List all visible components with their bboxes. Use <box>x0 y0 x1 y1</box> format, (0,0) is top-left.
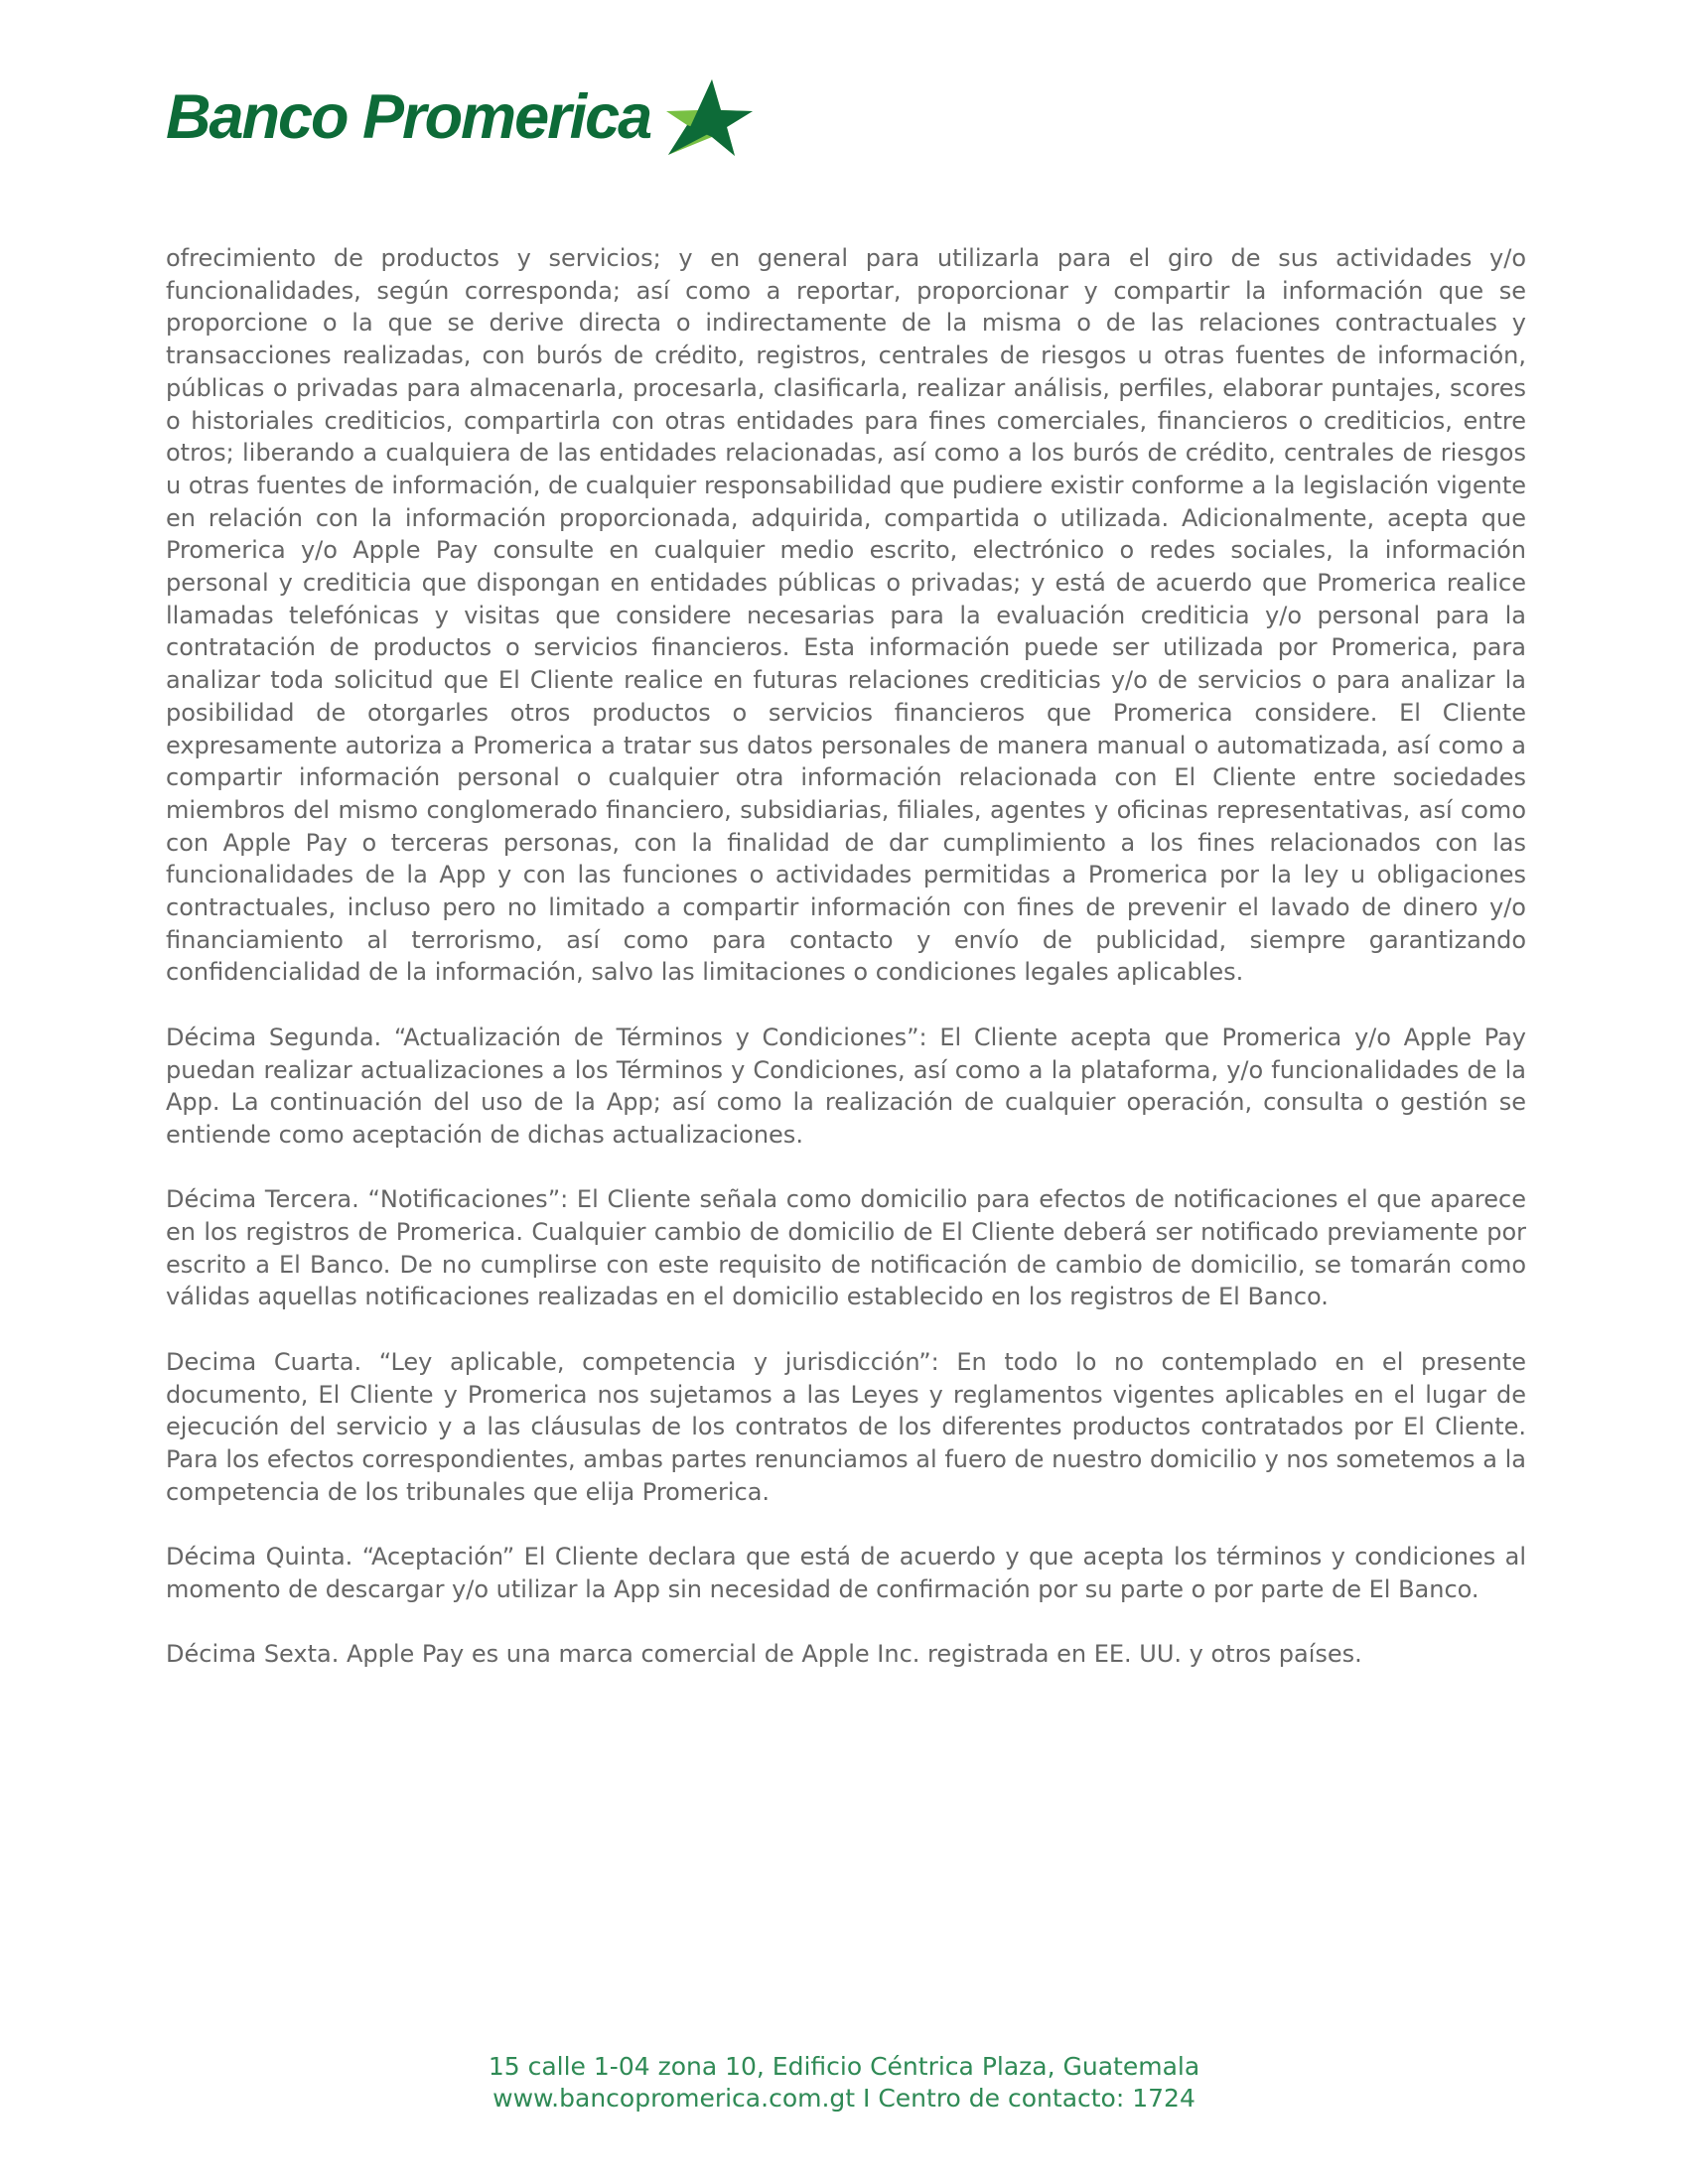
paragraph-decima-segunda: Décima Segunda. “Actualización de Términos y Condiciones”: El Cliente acepta que Promerica y/o Apple Pay puedan realizar actualizaciones a los Términos y Condiciones, así como a la plataforma, y/o funcionalidades de la App. La continuación del uso de la App; así como la realización de cualquier operación, consulta o gestión se entiende como aceptación de dichas actualizaciones. <box>166 1023 1526 1149</box>
paragraph-decima-quinta: Décima Quinta. “Aceptación” El Cliente declara que está de acuerdo y que acepta los términos y condiciones al momento de descargar y/o utilizar la App sin necesidad de confirmación por su parte o por parte de El Banco. <box>166 1543 1526 1603</box>
star-logo-icon <box>660 77 754 157</box>
footer-contact: www.bancopromerica.com.gt I Centro de contacto: 1724 <box>492 2084 1196 2113</box>
terms-body <box>166 242 1526 1671</box>
paragraph-continuation: ofrecimiento de productos y servicios; y en general para utilizarla para el giro de sus actividades y/o funcionalidades, según corresponda; así como a reportar, proporcionar y compartir la información que se proporcione o la que se derive directa o indirectamente de la misma o de las relaciones contractuales y transacciones realizadas, con burós de crédito, registros, centrales de riesgos u otras fuentes de información, públicas o privadas para almacenarla, procesarla, clasificarla, realizar análisis, perfiles, elaborar puntajes, scores o historiales crediticios, compartirla con otras entidades para fines comerciales, financieros o crediticios, entre otros; liberando a cualquiera de las entidades relacionadas, así como a los burós de crédito, centrales de riesgos u otras fuentes de información, de cualquier responsabilidad que pudiere existir conforme a la legislación vigente en relación con la información proporcionada, adquirida, compartida o utilizada. Adicionalmente, acepta que Promerica y/o Apple Pay consulte en cualquier medio escrito, electrónico o redes sociales, la información personal y crediticia que dispongan en entidades públicas o privadas; y está de acuerdo que Promerica realice llamadas telefónicas y visitas que considere necesarias para la evaluación crediticia y/o personal para la contratación de productos o servicios financieros. Esta información puede ser utilizada por Promerica, para analizar toda solicitud que El Cliente realice en futuras relaciones crediticias y/o de servicios o para analizar la posibilidad de otorgarles otros productos o servicios financieros que Promerica considere. El Cliente expresamente autoriza a Promerica a tratar sus datos personales de manera manual o automatizada, así como a compartir información personal o cualquier otra información relacionada con El Cliente entre sociedades miembros del mismo conglomerado financiero, subsidiarias, filiales, agentes y oficinas representativas, así como con Apple Pay o terceras personas, con la finalidad de dar cumplimiento a los fines relacionados con las funcionalidades de la App y con las funciones o actividades permitidas a Promerica por la ley u obligaciones contractuales, incluso pero no limitado a compartir información con fines de prevenir el lavado de dinero y/o financiamiento al terrorismo, así como para contacto y envío de publicidad, siempre garantizando confidencialidad de la información, salvo las limitaciones o condiciones legales aplicables. <box>166 244 1526 987</box>
footer-address: 15 calle 1-04 zona 10, Edificio Céntrica Plaza, Guatemala <box>488 2052 1200 2081</box>
paragraph-decima-cuarta: Decima Cuarta. “Ley aplicable, competencia y jurisdicción”: En todo lo no contemplado en el presente documento, El Cliente y Promerica nos sujetamos a las Leyes y reglamentos vigentes aplicables en el lugar de ejecución del servicio y a las cláusulas de los contratos de los diferentes productos contratados por El Cliente. Para los efectos correspondientes, ambas partes renunciamos al fuero de nuestro domicilio y nos sometemos a la competencia de los tribunales que elija Promerica. <box>166 1347 1526 1506</box>
page-footer <box>0 2051 1688 2115</box>
brand-logo <box>166 77 754 157</box>
paragraph-decima-tercera: Décima Tercera. “Notificaciones”: El Cliente señala como domicilio para efectos de notificaciones el que aparece en los registros de Promerica. Cualquier cambio de domicilio de El Cliente deberá ser notificado previamente por escrito a El Banco. De no cumplirse con este requisito de notificación de cambio de domicilio, se tomarán como válidas aquellas notificaciones realizadas en el domicilio establecido en los registros de El Banco. <box>166 1185 1526 1311</box>
brand-name: Banco Promerica <box>166 81 651 152</box>
paragraph-decima-sexta: Décima Sexta. Apple Pay es una marca comercial de Apple Inc. registrada en EE. UU. y otros países. <box>166 1640 1362 1669</box>
